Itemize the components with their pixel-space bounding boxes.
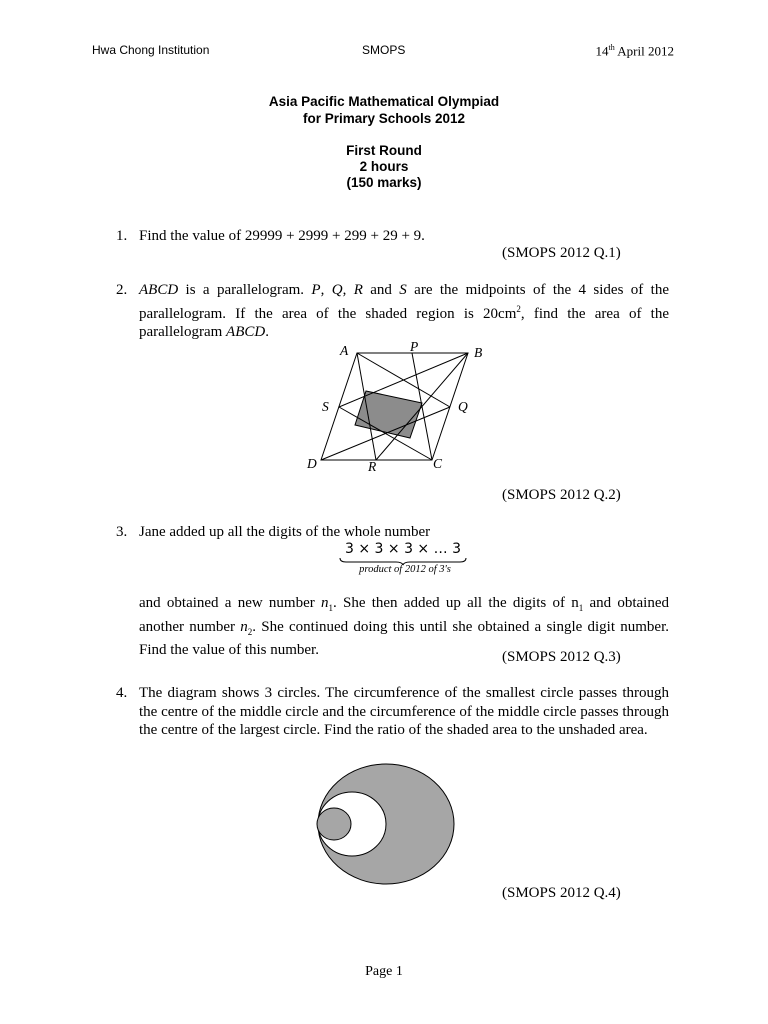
label-a: A <box>340 343 349 358</box>
text-s: S <box>399 282 407 298</box>
var-n1: n <box>320 595 329 611</box>
header-date <box>596 43 674 59</box>
question-3-source: (SMOPS 2012 Q.3) <box>502 649 621 665</box>
question-text: The diagram shows 3 circles. The circumference of the smallest circle passes through the centre of the middle circle and the circumference of the middle circle passes through the centre of the largest circle. Find the ratio of the shaded area to the unshaded area. <box>139 685 669 738</box>
text-span: . <box>265 324 269 340</box>
circles-figure <box>310 763 455 888</box>
question-1-source: (SMOPS 2012 Q.1) <box>502 245 621 261</box>
label-b: B <box>474 345 483 360</box>
title-line1: Asia Pacific Mathematical Olympiad <box>268 94 500 109</box>
question-number: 2. <box>116 282 128 298</box>
question-number: 4. <box>116 685 128 701</box>
text-span: and <box>362 282 400 298</box>
header-date-day: 14 <box>595 43 609 59</box>
text-r: R <box>353 282 363 298</box>
text-span: . She then added up all the digits of n <box>332 595 579 611</box>
header-date-rest: April 2012 <box>614 43 674 59</box>
label-q: Q <box>458 399 468 414</box>
label-p: P <box>410 339 419 354</box>
text-span: , find the area of the parallelogram <box>139 305 669 340</box>
subscript-1: 1 <box>578 603 584 613</box>
label-s: S <box>322 399 329 414</box>
underbrace-caption: product of 2012 of 3's <box>359 564 451 575</box>
text-span: , <box>342 282 354 298</box>
question-1 <box>116 227 669 246</box>
text-span: are the midpoints of the 4 sides of the parallelogram. If the area of the shaded region is 20cm <box>139 282 669 322</box>
title-line2: for Primary Schools 2012 <box>302 111 466 126</box>
label-d: D <box>307 456 317 471</box>
superscript-2: 2 <box>516 303 521 314</box>
text-p: P <box>311 282 321 298</box>
marks-label: (150 marks) <box>346 175 422 190</box>
subscript-2: 2 <box>247 626 253 637</box>
question-2-source: (SMOPS 2012 Q.2) <box>502 487 621 503</box>
var-n2: n <box>240 618 248 635</box>
question-2 <box>116 281 669 342</box>
question-number: 3. <box>116 524 128 540</box>
text-abcd: ABCD <box>139 282 179 298</box>
text-span: and obtained a new number <box>139 595 321 611</box>
question-number: 1. <box>116 228 128 244</box>
text-abcd: ABCD <box>226 324 266 340</box>
product-expression: 3 × 3 × 3 × … 3 <box>345 541 461 557</box>
question-4-source: (SMOPS 2012 Q.4) <box>502 885 621 901</box>
text-span: and obtained another number <box>139 595 669 635</box>
question-text: Find the value of 29999 + 2999 + 299 + 29 + 9. <box>139 228 425 244</box>
text-q: Q <box>331 282 343 298</box>
question-text <box>139 281 669 342</box>
text-span: , <box>320 282 332 298</box>
text-span: is a parallelogram. <box>178 282 312 298</box>
page-number: Page 1 <box>365 964 403 979</box>
header-date-suffix: th <box>608 43 615 52</box>
question-4 <box>116 684 669 740</box>
header-competition: SMOPS <box>362 43 406 57</box>
text-span: . She continued doing this until she obtained a single digit number. Find the value of this number. <box>139 618 669 658</box>
smallest-circle <box>317 808 351 840</box>
round-label: First Round <box>346 143 422 158</box>
question-text: Jane added up all the digits of the whole number <box>139 524 431 540</box>
label-r: R <box>368 459 377 474</box>
header-institution: Hwa Chong Institution <box>92 43 210 57</box>
duration-label: 2 hours <box>359 159 409 174</box>
question-3 <box>116 523 669 542</box>
subscript-1: 1 <box>328 603 333 613</box>
label-c: C <box>433 456 443 471</box>
